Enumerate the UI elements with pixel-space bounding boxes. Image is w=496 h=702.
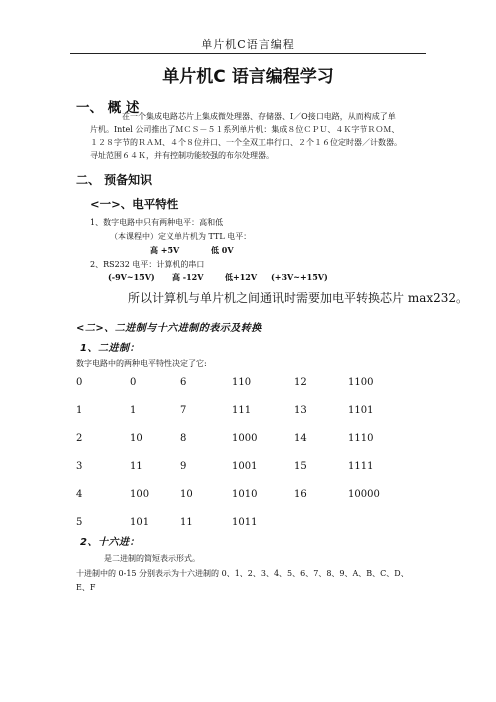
table-cell: 7 bbox=[180, 405, 187, 416]
table-cell: 4 bbox=[76, 489, 83, 500]
table-cell: 11 bbox=[180, 517, 193, 528]
table-cell: 1000 bbox=[232, 433, 258, 444]
table-cell: 100 bbox=[130, 489, 150, 500]
table-cell: 14 bbox=[294, 433, 307, 444]
table-cell: 0 bbox=[76, 377, 83, 388]
level-line-2: （本课程中）定义单片机为 TTL 电平： bbox=[110, 232, 252, 241]
table-cell: 1011 bbox=[232, 517, 258, 528]
section-1-paragraph bbox=[90, 110, 420, 162]
hex-line-3: E、F bbox=[76, 583, 96, 592]
table-cell: 12 bbox=[294, 377, 307, 388]
table-cell: 5 bbox=[76, 517, 83, 528]
paragraph-line: 寻址范围６４Ｋ，并有控制功能较强的布尔处理器。 bbox=[90, 151, 274, 160]
section-1-heading: 一、 概 述 bbox=[76, 100, 140, 116]
running-header: 单片机C语言编程 bbox=[201, 38, 295, 51]
table-cell: 15 bbox=[294, 461, 307, 472]
paragraph-line: 片机。Intel 公司推出了ＭＣＳ－５１系列单片机：集成８位ＣＰＵ、４Ｋ字节ＲＯＭ、 bbox=[90, 125, 400, 134]
rs232-range-positive: (+3V~+15V) bbox=[271, 272, 328, 282]
header-rule bbox=[70, 53, 426, 54]
table-cell: 8 bbox=[180, 433, 187, 444]
rs232-range-negative: (-9V~15V) bbox=[108, 272, 155, 282]
binary-intro: 数字电路中的两种电平特性决定了它: bbox=[76, 359, 207, 368]
level-line-3: 2、RS232 电平：计算机的串口 bbox=[90, 260, 205, 269]
document-title: 单片机C 语言编程学习 bbox=[162, 67, 334, 87]
table-cell: 10 bbox=[130, 433, 143, 444]
table-cell: 1 bbox=[76, 405, 83, 416]
rs232-low: 低+12V bbox=[225, 272, 258, 282]
conclusion-text: 所以计算机与单片机之间通讯时需要加电平转换芯片 max232。 bbox=[128, 291, 469, 305]
hex-line-1: 是二进制的简短表示形式。 bbox=[104, 554, 200, 563]
subsection-level-heading: <一>、电平特性 bbox=[90, 197, 179, 211]
table-cell: 11 bbox=[130, 461, 143, 472]
section-2-heading: 二、 预备知识 bbox=[76, 173, 153, 187]
table-cell: 10 bbox=[180, 489, 193, 500]
hex-heading: 2、十六进： bbox=[80, 537, 140, 548]
table-cell: 101 bbox=[130, 517, 150, 528]
rs232-high: 高 -12V bbox=[172, 272, 204, 282]
table-cell: 1 bbox=[130, 405, 137, 416]
paragraph-line: １２８字节的ＲＡＭ、４个８位并口、一个全双工串行口、２个１６位定时器／计数器。 bbox=[90, 138, 402, 147]
table-cell: 13 bbox=[294, 405, 307, 416]
table-cell: 1100 bbox=[348, 377, 374, 388]
subsection-binary-hex-heading: <二>、二进制与十六进制的表示及转换 bbox=[76, 323, 262, 334]
table-cell: 6 bbox=[180, 377, 187, 388]
table-cell: 0 bbox=[130, 377, 137, 388]
table-cell: 10000 bbox=[348, 489, 380, 500]
table-cell: 1001 bbox=[232, 461, 258, 472]
table-cell: 9 bbox=[180, 461, 187, 472]
hex-line-2: 十进制中的 0-15 分别表示为十六进制的 0、1、2、3、4、5、6、7、8、9、A、B、C、D、 bbox=[76, 569, 409, 578]
table-cell: 2 bbox=[76, 433, 83, 444]
level-line-1: 1、数字电路中只有两种电平：高和低 bbox=[90, 218, 224, 227]
table-cell: 3 bbox=[76, 461, 83, 472]
paragraph-line: 在一个集成电路芯片上集成微处理器、存储器、I／O接口电路，从而构成了单 bbox=[122, 112, 396, 121]
ttl-low: 低 0V bbox=[211, 245, 234, 255]
table-cell: 1010 bbox=[232, 489, 258, 500]
ttl-high: 高 +5V bbox=[150, 245, 180, 255]
table-cell: 111 bbox=[232, 405, 252, 416]
table-cell: 16 bbox=[294, 489, 307, 500]
table-cell: 110 bbox=[232, 377, 252, 388]
table-cell: 1101 bbox=[348, 405, 374, 416]
table-cell: 1111 bbox=[348, 461, 374, 472]
table-cell: 1110 bbox=[348, 433, 374, 444]
binary-heading: 1、二进制： bbox=[80, 343, 140, 354]
